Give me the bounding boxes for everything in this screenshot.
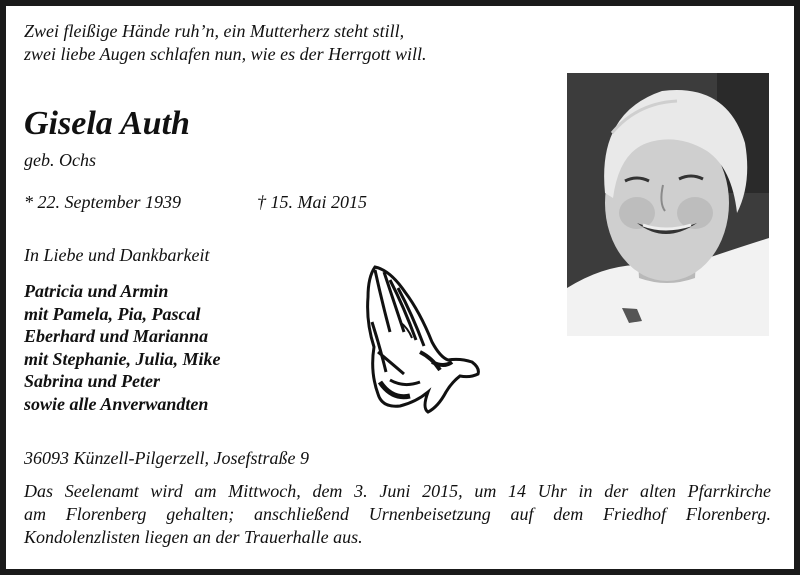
mourners-list (24, 280, 221, 415)
notice-line-1: Das Seelenamt wird am Mittwoch, dem 3. Juni 2015, um 14 Uhr in der alten Pfarrkirche (24, 481, 771, 501)
praying-hands-drawing (360, 262, 485, 417)
mourner-line: mit Stephanie, Julia, Mike (24, 348, 221, 369)
funeral-notice (24, 480, 771, 549)
portrait-illustration (567, 73, 769, 336)
birth-date: * 22. September 1939 (24, 192, 181, 212)
deceased-name: Gisela Auth (24, 105, 190, 142)
poem-line-2: zwei liebe Augen schlafen nun, wie es der Herrgott will. (24, 44, 427, 64)
notice-line-3: Kondolenzlisten liegen an der Trauerhalle aus. (24, 527, 363, 547)
maiden-name: geb. Ochs (24, 150, 96, 170)
notice-line-2: am Florenberg gehalten; anschließend Urnenbeisetzung auf dem Friedhof Florenberg. (24, 504, 771, 524)
praying-hands-icon (360, 262, 485, 417)
mourner-line: sowie alle Anverwandten (24, 393, 209, 414)
portrait-photo (567, 73, 769, 336)
mourners-intro: In Liebe und Dankbarkeit (24, 245, 210, 265)
mourner-line: Eberhard und Marianna (24, 326, 209, 346)
mourner-line: mit Pamela, Pia, Pascal (24, 303, 201, 324)
death-date: † 15. Mai 2015 (257, 192, 367, 212)
mourner-line: Patricia und Armin (24, 281, 169, 301)
poem-line-1: Zwei fleißige Hände ruh’n, ein Mutterherz steht still, (24, 21, 405, 41)
mourner-line: Sabrina und Peter (24, 371, 161, 391)
address: 36093 Künzell-Pilgerzell, Josefstraße 9 (24, 448, 309, 468)
poem (24, 20, 426, 66)
